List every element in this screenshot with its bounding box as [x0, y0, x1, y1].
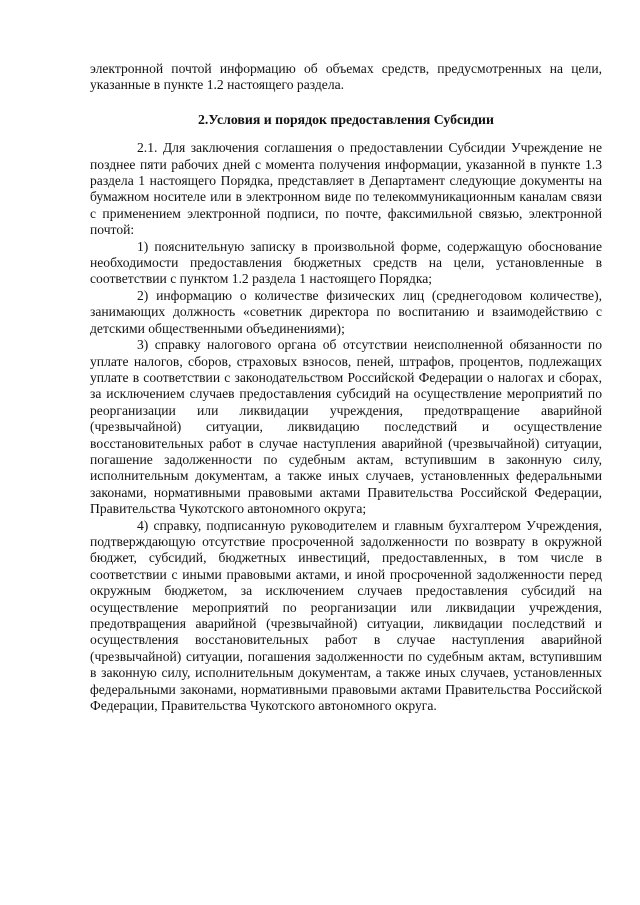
list-item-1: 1) пояснительную записку в произвольной форме, содержащую обоснование необходимости предоставления бюджетных средств на цели, установленные в соответствии с пунктом 1.2 раздела 1 настоящего Порядка; [90, 238, 602, 287]
document-page [90, 61, 602, 714]
list-item-3: 3) справку налогового органа об отсутствии неисполненной обязанности по уплате налогов, сборов, страховых взносов, пеней, штрафов, процентов, подлежащих уплате в соответствии с законодательством Российской Федерации о налогах и сборах, за исключением случаев предоставления субсидий на осуществление мероприятий по реорганизации или ликвидации учреждения, предотвращение аварийной (чрезвычайной) ситуации, ликвидацию последствий и осуществление восстановительных работ в случае наступления аварийной (чрезвычайной) ситуации, погашение задолженности по судебным актам, вступившим в законную силу, исполнительным документам, а также иных случаев, установленных федеральными законами, нормативными правовыми актами Правительства Российской Федерации, Правительства Чукотского автономного округа; [90, 337, 602, 517]
list-item-4: 4) справку, подписанную руководителем и главным бухгалтером Учреждения, подтверждающую отсутствие просроченной задолженности по возврату в окружной бюджет, субсидий, бюджетных инвестиций, предоставленных, в том числе в соответствии с иными правовыми актами, и иной просроченной задолженности перед окружным бюджетом, за исключением случаев предоставления субсидий на осуществление мероприятий по реорганизации или ликвидации учреждения, предотвращения аварийной (чрезвычайной) ситуации, ликвидации последствий и осуществления восстановительных работ в случае наступления аварийной (чрезвычайной) ситуации, погашения задолженности по судебным актам, вступившим в законную силу, исполнительным документам, а также иных случаев, установленных федеральными законами, нормативными правовыми актами Правительства Российской Федерации, Правительства Чукотского автономного округа. [90, 517, 602, 714]
list-item-2: 2) информацию о количестве физических лиц (среднегодовом количестве), занимающих должность «советник директора по воспитанию и взаимодействию с детскими общественными объединениями); [90, 287, 602, 336]
section-heading: 2.Условия и порядок предоставления Субсидии [198, 111, 494, 127]
intro-paragraph: электронной почтой информацию об объемах средств, предусмотренных на цели, указанные в пункте 1.2 настоящего раздела. [90, 61, 602, 93]
paragraph-2-1: 2.1. Для заключения соглашения о предоставлении Субсидии Учреждение не позднее пяти рабочих дней с момента получения информации, указанной в пункте 1.3 раздела 1 настоящего Порядка, представляет в Департамент следующие документы на бумажном носителе или в электронном виде по телекоммуникационным каналам связи с применением электронной подписи, по почте, факсимильной связью, электронной почтой: [90, 140, 602, 238]
